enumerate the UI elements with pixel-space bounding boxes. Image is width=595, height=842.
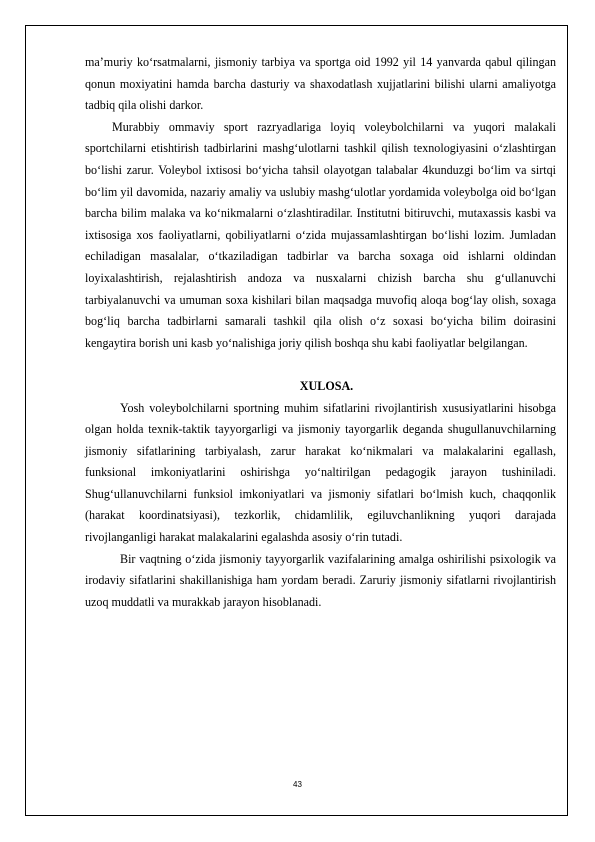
paragraph-conclusion-2: Bir vaqtning o‘zida jismoniy tayyorgarlik vazifalarining amalga oshirilishi psixologik va irodaviy sifatlarini shakillanishiga ham yordam beradi. Zaruriy jismoniy sifatlarni rivojlantirish uzoq muddatli va murakkab jarayon hisoblanadi. bbox=[85, 551, 556, 609]
document-body bbox=[85, 52, 556, 613]
paragraph-coach-requirements: Murabbiy ommaviy sport razryadlariga loyiq voleybolchilarni va yuqori malakali sportchilarni etishtirish tadbirlarini mashg‘ulotlarni tashkil qilish texnologiyasini o‘zlashtirgan bo‘lishi zarur. Voleybol ixtisosi bo‘yicha tahsil olayotgan talabalar 4kunduzgi bo‘lim va sirtqi bo‘lim yil davomida, nazariy amaliy va uslubiy mashg‘ulotlar yordamida voleybolga oid bo‘lgan barcha bilim malaka va ko‘nikmalarni o‘zlashtiradilar. Institutni bitiruvchi, mutaxassis kasbi va ixtisosiga xos faoliyatlarni, qobiliyatlarni o‘zida mujassamlashtirgan bo‘lishi lozim. Jumladan echiladigan masalalar, o‘tkaziladigan tadbirlar va barcha soxaga oid ishlarni oldindan loyixalashtirish, rejalashtirish andoza va nusxalarni chizish barcha shu g‘ullanuvchi tarbiyalanuvchi va umuman soxa kishilari bilan maqsadga muvofiq aloqa bog‘lay olish, soxaga bog‘liq barcha tadbirlarni samarali tashkil qila olish o‘z soxasi bo‘yicha bilim doirasini kengaytira borish uni kasb yo‘nalishiga joriy qilish boshqa shu kabi faoliyatlar belgilangan. bbox=[85, 119, 556, 350]
paragraph-intro: ma’muriy ko‘rsatmalarni, jismoniy tarbiya va sportga oid 1992 yil 14 yanvarda qabul qilingan qonun moxiyatini hamda barcha dasturiy va shaxodatlash xujjatlarini bilishi ularni amaliyotga tadbiq qila olishi darkor. bbox=[85, 55, 556, 113]
paragraph-conclusion-1: Yosh voleybolchilarni sportning muhim sifatlarini rivojlantirish xususiyatlarini hisobga olgan holda texnik-taktik tayyorgarligi va jismoniy tayorgarlik deganda shugullanuvchilarning jismoniy sifatlarining tarbiyalash, zarur harakat ko‘nikmalari va malakalarini egallash, funksional imkoniyatlarini oshirishga yo‘naltirilgan pedagogik jarayon tushiniladi. Shug‘ullanuvchilarni funksiol imkoniyatlari va jismoniy sifatlari bo‘lmish kuch, chaqqonlik (harakat koordinatsiyasi), tezkorlik, chidamlilik, egiluvchanlikning yuqori darajada rivojlanganligi harakat malakalarini egalashda asosiy o‘rin tutadi. bbox=[85, 400, 556, 545]
blank-line bbox=[85, 354, 556, 376]
page-number: 43 bbox=[293, 780, 302, 789]
section-heading-conclusion: XULOSA. bbox=[299, 378, 354, 393]
